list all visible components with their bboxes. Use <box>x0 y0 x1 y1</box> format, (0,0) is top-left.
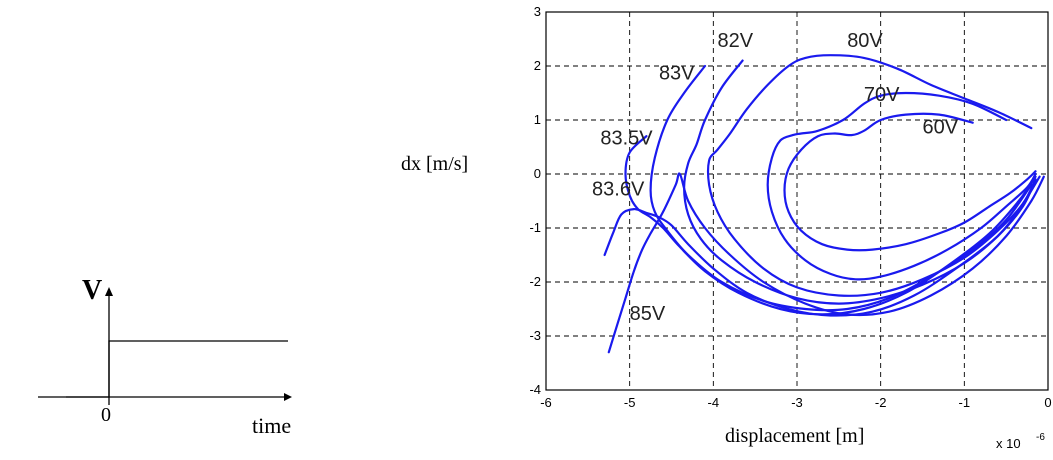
y-tick-label: 3 <box>533 4 541 19</box>
y-tick-label: -3 <box>529 328 541 343</box>
y-tick-label: 1 <box>533 112 541 127</box>
y-axis-ticks <box>529 4 541 397</box>
x-tick-label: 0 <box>1044 395 1052 410</box>
step-origin-label: 0 <box>101 404 111 426</box>
x-axis-multiplier: x 10 <box>996 436 1021 451</box>
x-axis-label: displacement [m] <box>725 425 865 447</box>
y-axis-label: dx [m/s] <box>401 153 469 175</box>
y-tick-label: -1 <box>529 220 541 235</box>
x-tick-label: -4 <box>707 395 720 410</box>
step-x-label: time <box>252 413 292 438</box>
curve-label: 83V <box>658 62 695 85</box>
x-axis-ticks <box>540 395 1051 410</box>
x-tick-label: -5 <box>623 395 636 410</box>
curve-label: 83.6V <box>592 178 645 201</box>
curve-label: 60V <box>922 116 959 139</box>
curve-label: 82V <box>717 30 754 53</box>
step-diagram <box>38 275 292 438</box>
curve-label: 80V <box>847 30 883 53</box>
voltage-axis-arrowhead <box>105 287 113 296</box>
curve-label: 70V <box>863 84 900 107</box>
trajectory-82v <box>684 61 1035 304</box>
step-signal-line <box>66 341 288 397</box>
y-tick-label: 0 <box>533 166 541 181</box>
trajectory-curves <box>605 55 1044 352</box>
x-axis-multiplier-exponent: -6 <box>1036 432 1045 443</box>
phase-portrait-chart <box>401 4 1052 451</box>
curve-label: 83.5V <box>600 127 653 150</box>
time-axis-arrowhead <box>284 393 292 401</box>
trajectory-85v <box>609 173 1044 352</box>
curve-label: 85V <box>629 302 666 325</box>
x-tick-label: -1 <box>958 395 971 410</box>
trajectory-70v <box>768 93 1036 279</box>
x-tick-label: -2 <box>874 395 887 410</box>
trajectory-83-5v <box>626 136 1036 314</box>
y-tick-label: -4 <box>529 382 541 397</box>
x-tick-label: -6 <box>540 395 552 410</box>
step-y-label: V <box>82 275 103 306</box>
curve-annotations <box>592 30 959 325</box>
y-tick-label: -2 <box>529 274 541 289</box>
grid-lines <box>546 12 1048 390</box>
y-tick-label: 2 <box>533 58 541 73</box>
x-tick-label: -3 <box>791 395 803 410</box>
